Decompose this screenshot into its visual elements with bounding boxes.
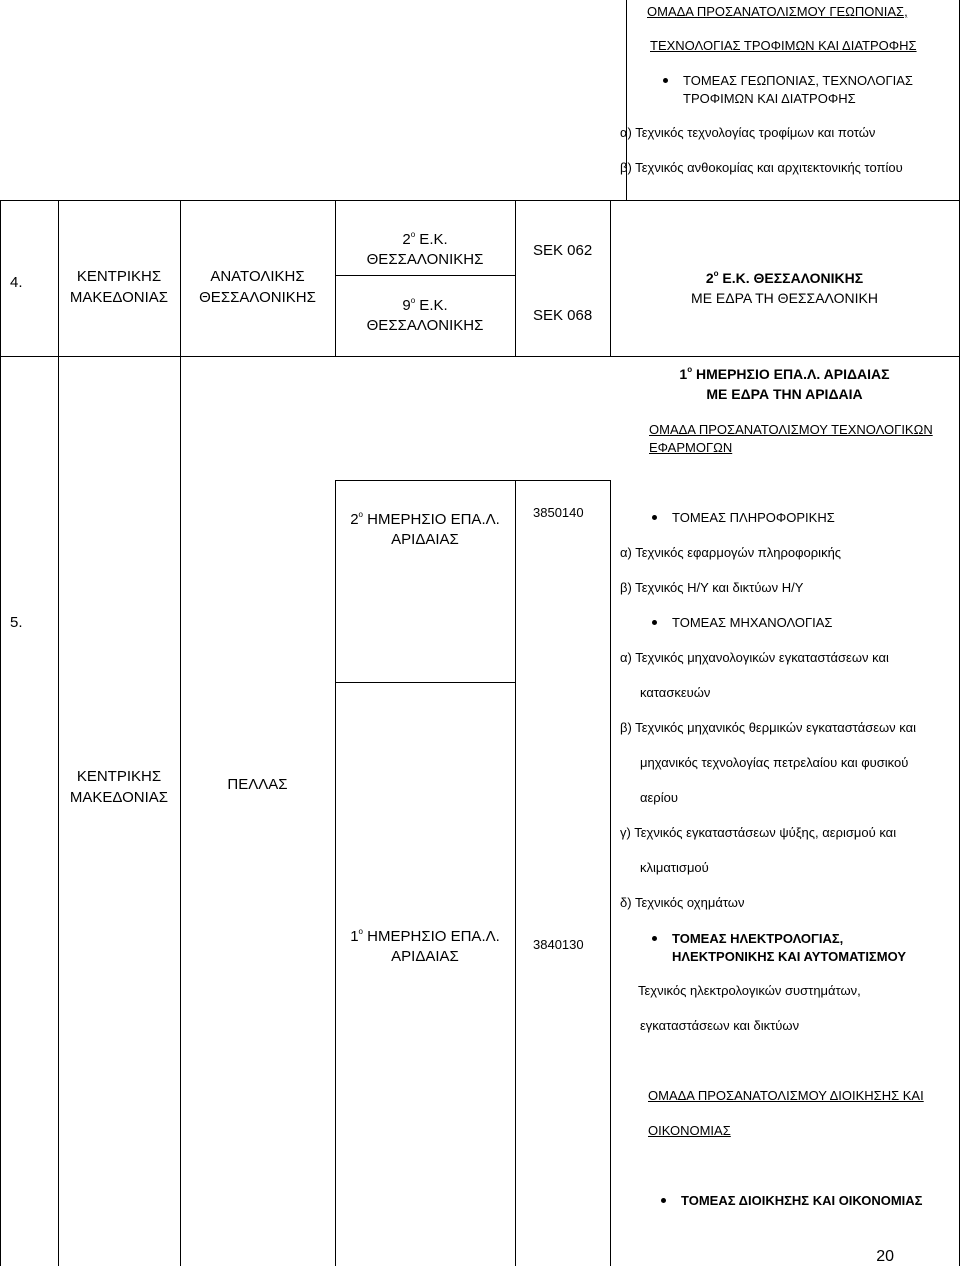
row5-region-line2: ΜΑΚΕΔΟΝΙΑΣ (69, 789, 169, 806)
school1-ordinal: ο (358, 927, 363, 936)
unit1-number: 2 (402, 231, 411, 248)
grid-line (515, 480, 516, 1266)
row4-region-line2: ΜΑΚΕΔΟΝΙΑΣ (69, 289, 169, 306)
specialty-mech-a2: κατασκευών (640, 685, 711, 700)
school2-number: 2 (350, 511, 359, 528)
row4-code-1: SEK 062 (533, 242, 593, 259)
grid-line (335, 480, 336, 1266)
grid-line (610, 480, 611, 1266)
row4-region (58, 266, 180, 308)
specialty-mech-b1: β) Τεχνικός μηχανικός θερμικών εγκαταστάσεων και (620, 720, 917, 735)
sector-it: ΤΟΜΕΑΣ ΠΛΗΡΟΦΟΡΙΚΗΣ (672, 510, 835, 525)
specialty-mech-b2: μηχανικός τεχνολογίας πετρελαίου και φυσικού (640, 755, 909, 770)
grid-line (335, 275, 515, 276)
row5-seat-ordinal: ο (687, 365, 693, 375)
specialty-landscape: β) Τεχνικός ανθοκομίας και αρχιτεκτονικής τοπίου (620, 160, 903, 175)
row5-region-line1: ΚΕΝΤΡΙΚΗΣ (76, 768, 162, 785)
sector-admin: ΤΟΜΕΑΣ ΔΙΟΙΚΗΣΗΣ ΚΑΙ ΟΙΚΟΝΟΜΙΑΣ (681, 1193, 923, 1208)
row5-seat-name: ΗΜΕΡΗΣΙΟ ΕΠΑ.Λ. ΑΡΙΔΑΙΑΣ (692, 366, 890, 382)
group-title-admin-line2: ΟΙΚΟΝΟΜΙΑΣ (648, 1123, 731, 1138)
school2-city: ΑΡΙΔΑΙΑΣ (391, 531, 459, 548)
row4-seat (610, 268, 959, 308)
grid-line (515, 200, 516, 356)
school-1-epal (335, 927, 515, 967)
unit1-ordinal: ο (410, 230, 416, 239)
sector-electrical-line1: ΤΟΜΕΑΣ ΗΛΕΚΤΡΟΛΟΓΙΑΣ, (672, 931, 844, 946)
school2-code: 3850140 (533, 505, 584, 520)
row5-seat-number: 1 (679, 366, 688, 382)
specialty-mech-c2: κλιματισμού (640, 860, 709, 875)
grid-line (0, 356, 960, 357)
unit2-label: Ε.Κ. (415, 297, 448, 314)
row4-seat-ordinal: ο (713, 269, 719, 279)
group-title-tech-line1: ΟΜΑΔΑ ΠΡΟΣΑΝΑΤΟΛΙΣΜΟΥ ΤΕΧΝΟΛΟΓΙΚΩΝ (649, 422, 933, 437)
specialty-elec-a2: εγκαταστάσεων και δικτύων (640, 1018, 800, 1033)
unit1-city: ΘΕΣΣΑΛΟΝΙΚΗΣ (366, 251, 484, 268)
specialty-it-a: α) Τεχνικός εφαρμογών πληροφορικής (620, 545, 842, 560)
row4-unit-1 (335, 230, 515, 270)
row4-seat-name: Ε.Κ. ΘΕΣΣΑΛΟΝΙΚΗΣ (718, 270, 864, 286)
sector-agriculture-line2: ΤΡΟΦΙΜΩΝ ΚΑΙ ΔΙΑΤΡΟΦΗΣ (683, 91, 856, 106)
grid-line (335, 480, 610, 481)
row4-district-line2: ΘΕΣΣΑΛΟΝΙΚΗΣ (199, 289, 316, 306)
sector-electrical-line2: ΗΛΕΚΤΡΟΝΙΚΗΣ ΚΑΙ ΑΥΤΟΜΑΤΙΣΜΟΥ (672, 949, 906, 964)
unit2-number: 9 (402, 297, 411, 314)
grid-line (180, 200, 181, 1266)
specialty-mech-d: δ) Τεχνικός οχημάτων (620, 895, 745, 910)
unit2-ordinal: ο (410, 296, 416, 305)
specialty-mech-c1: γ) Τεχνικός εγκαταστάσεων ψύξης, αερισμού και (620, 825, 897, 840)
row4-seat-location: ΜΕ ΕΔΡΑ ΤΗ ΘΕΣΣΑΛΟΝΙΚΗ (691, 290, 878, 306)
group-title-admin-line1: ΟΜΑΔΑ ΠΡΟΣΑΝΑΤΟΛΙΣΜΟΥ ΔΙΟΙΚΗΣΗΣ ΚΑΙ (648, 1088, 924, 1103)
row5-seat-location: ΜΕ ΕΔΡΑ ΤΗΝ ΑΡΙΔΑΙΑ (706, 386, 863, 402)
unit1-label: Ε.Κ. (415, 231, 448, 248)
specialty-elec-a1: Τεχνικός ηλεκτρολογικών συστημάτων, (638, 983, 861, 998)
group-title-tech-line2: ΕΦΑΡΜΟΓΩΝ (649, 440, 733, 455)
unit2-city: ΘΕΣΣΑΛΟΝΙΚΗΣ (366, 317, 484, 334)
specialty-mech-a1: α) Τεχνικός μηχανολογικών εγκαταστάσεων και (620, 650, 889, 665)
row4-district (180, 266, 335, 308)
specialty-mech-b3: αερίου (640, 790, 678, 805)
school2-label: ΗΜΕΡΗΣΙΟ ΕΠΑ.Λ. (362, 511, 500, 528)
page-number: 20 (876, 1248, 894, 1265)
row4-unit-2 (335, 296, 515, 336)
school2-ordinal: ο (358, 510, 363, 519)
group-title-agriculture-line2: ΤΕΧΝΟΛΟΓΙΑΣ ΤΡΟΦΙΜΩΝ ΚΑΙ ΔΙΑΤΡΟΦΗΣ (650, 38, 917, 53)
row4-region-line1: ΚΕΝΤΡΙΚΗΣ (76, 268, 162, 285)
grid-line (0, 200, 960, 201)
school1-code: 3840130 (533, 937, 584, 952)
sector-mechanical: ΤΟΜΕΑΣ ΜΗΧΑΝΟΛΟΓΙΑΣ (672, 615, 833, 630)
row4-seat-number: 2 (705, 270, 714, 286)
row-number-4: 4. (10, 274, 23, 291)
row5-seat (610, 364, 959, 404)
school1-label: ΗΜΕΡΗΣΙΟ ΕΠΑ.Λ. (362, 928, 500, 945)
specialty-it-b: β) Τεχνικός Η/Υ και δικτύων Η/Υ (620, 580, 804, 595)
row4-code-2: SEK 068 (533, 307, 593, 324)
row-number-5: 5. (10, 614, 23, 631)
school1-number: 1 (350, 928, 359, 945)
grid-line (0, 200, 1, 1266)
row4-district-line1: ΑΝΑΤΟΛΙΚΗΣ (210, 268, 305, 285)
school-2-epal (335, 510, 515, 550)
sector-agriculture-line1: ΤΟΜΕΑΣ ΓΕΩΠΟΝΙΑΣ, ΤΕΧΝΟΛΟΓΙΑΣ (683, 73, 913, 88)
group-title-agriculture-line1: ΟΜΑΔΑ ΠΡΟΣΑΝΑΤΟΛΙΣΜΟΥ ΓΕΩΠΟΝΙΑΣ, (647, 4, 908, 19)
school1-city: ΑΡΙΔΑΙΑΣ (391, 948, 459, 965)
specialty-food-technology: α) Τεχνικός τεχνολογίας τροφίμων και ποτών (620, 125, 876, 140)
row5-region (58, 766, 180, 808)
grid-line (58, 200, 59, 1266)
row5-district: ΠΕΛΛΑΣ (227, 776, 288, 793)
grid-line (335, 682, 515, 683)
